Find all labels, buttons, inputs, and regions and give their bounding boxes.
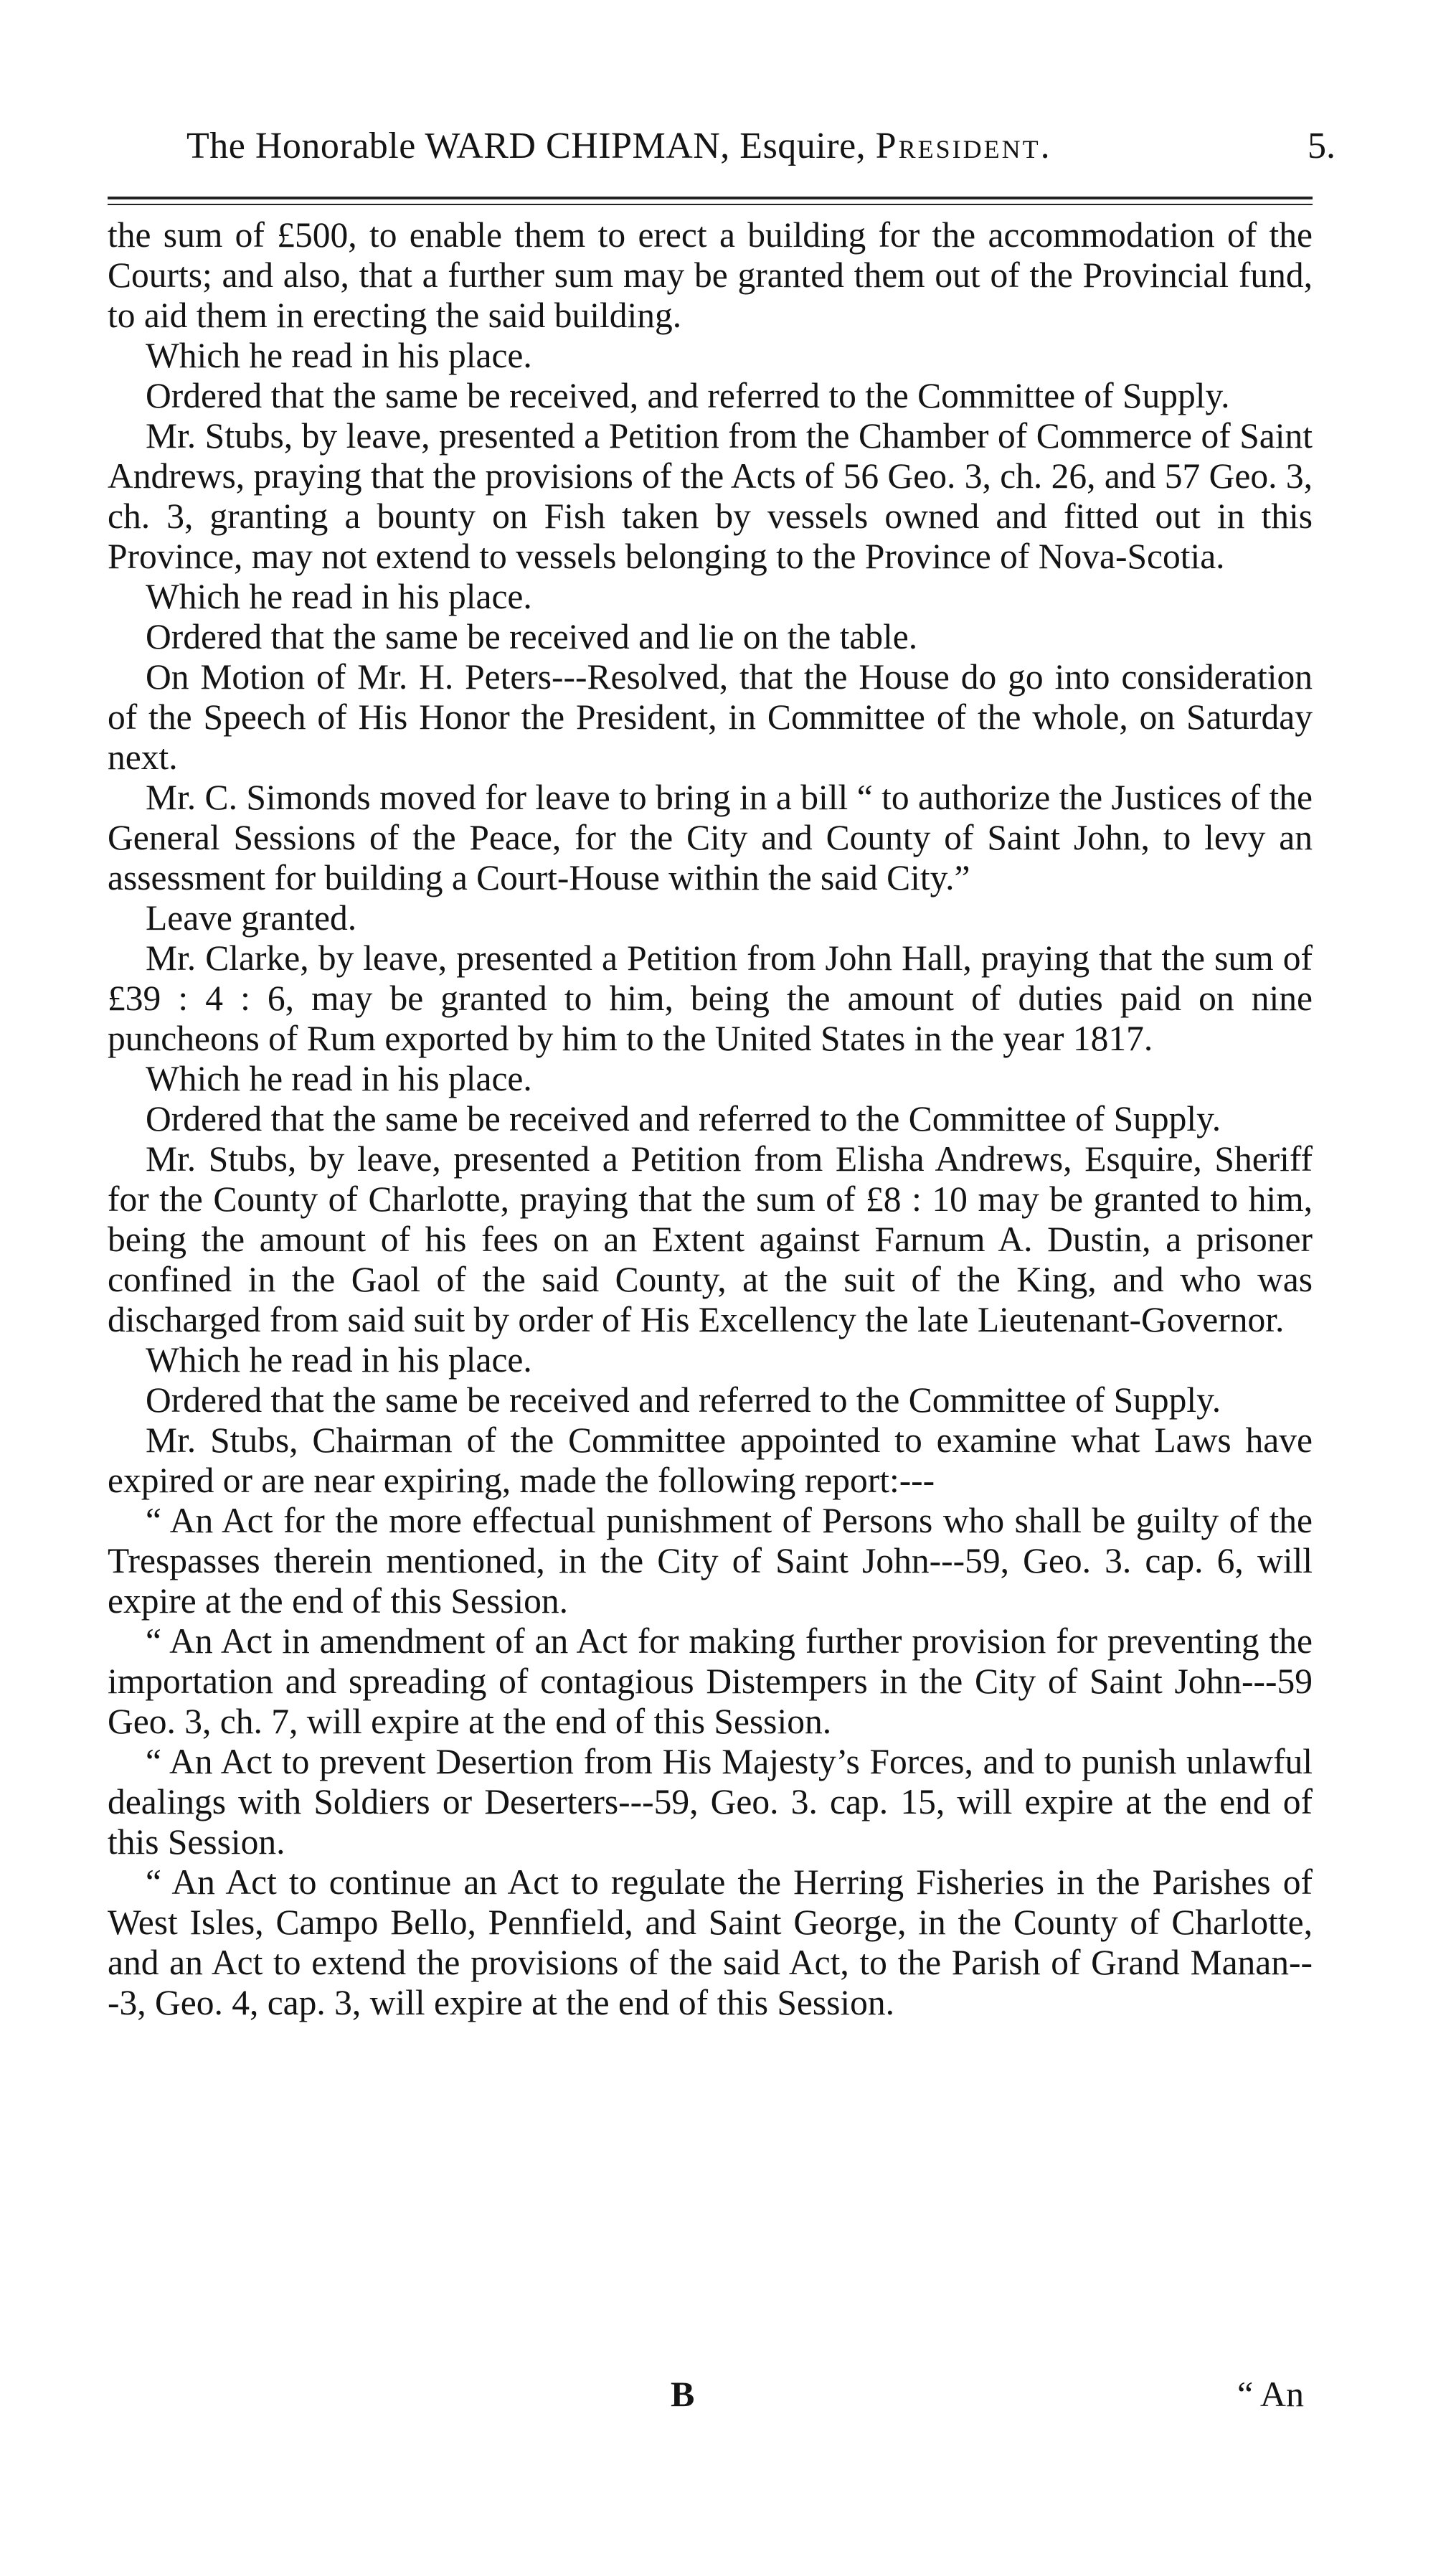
- paragraph: Which he read in his place.: [146, 336, 532, 375]
- quoted-act: “ An Act to continue an Act to regulate the Herring Fisheries in the Parishes of West Isles, Campo Bello, Pennfield, and Saint George, in the County of Charlotte, and an Act to extend the provisions of the said Act, to the Parish of Grand Manan---3, Geo. 4, cap. 3, will expire at the end of this Session.: [108, 1862, 1313, 2022]
- paragraph: Mr. Stubs, Chairman of the Committee appointed to examine what Laws have expired or are near expiring, made the following report:---: [108, 1420, 1313, 1500]
- paragraph: Mr. Stubs, by leave, presented a Petition from Elisha Andrews, Esquire, Sheriff for the County of Charlotte, praying that the sum of £8 : 10 may be granted to him, being the amount of his fees on an Extent against Farnum A. Dustin, a prisoner confined in the Gaol of the said County, at the suit of the King, and who was discharged from said suit by order of His Excellency the late Lieutenant-Governor.: [108, 1139, 1313, 1339]
- running-header: [108, 122, 1348, 179]
- page-footer: [108, 2373, 1313, 2423]
- paragraph: Leave granted.: [146, 898, 357, 938]
- paragraph: Which he read in his place.: [146, 1340, 532, 1380]
- header-rule-thin: [108, 204, 1313, 205]
- paragraph: On Motion of Mr. H. Peters---Resolved, that the House do go into consideration of the Speech of His Honor the President, in Committee of the whole, on Saturday next.: [108, 657, 1313, 777]
- page-number: 5.: [1308, 126, 1336, 166]
- catchword: “ An: [1237, 2374, 1304, 2414]
- header-rule-thick: [108, 197, 1313, 199]
- running-title: [186, 125, 1052, 167]
- journal-text: [108, 215, 1313, 2023]
- signature-mark: B: [671, 2374, 695, 2414]
- running-title-office: President.: [875, 126, 1052, 166]
- paragraph: Which he read in his place.: [146, 577, 532, 616]
- paragraph-continued: the sum of £500, to enable them to erect a building for the accommodation of the Courts; and also, that a further sum may be granted them out of the Provincial fund, to aid them in erecting the said building.: [108, 215, 1313, 335]
- paragraph: Mr. C. Simonds moved for leave to bring in a bill “ to authorize the Justices of the General Sessions of the Peace, for the City and County of Saint John, to levy an assessment for building a Court-House within the said City.”: [108, 778, 1313, 897]
- paragraph: Ordered that the same be received, and referred to the Committee of Supply.: [146, 376, 1230, 415]
- running-title-lead: The Honorable WARD CHIPMAN, Esquire,: [186, 126, 876, 166]
- quoted-act: “ An Act for the more effectual punishment of Persons who shall be guilty of the Trespasses therein mentioned, in the City of Saint John---59, Geo. 3. cap. 6, will expire at the end of this Session.: [108, 1501, 1313, 1621]
- paragraph: Mr. Stubs, by leave, presented a Petition from the Chamber of Commerce of Saint Andrews, praying that the provisions of the Acts of 56 Geo. 3, ch. 26, and 57 Geo. 3, ch. 3, granting a bounty on Fish taken by vessels owned and fitted out in this Province, may not extend to vessels belonging to the Province of Nova-Scotia.: [108, 416, 1313, 576]
- quoted-act: “ An Act to prevent Desertion from His Majesty’s Forces, and to punish unlawful dealings with Soldiers or Deserters---59, Geo. 3. cap. 15, will expire at the end of this Session.: [108, 1742, 1313, 1862]
- paragraph: Ordered that the same be received and referred to the Committee of Supply.: [146, 1380, 1221, 1420]
- paragraph: Mr. Clarke, by leave, presented a Petition from John Hall, praying that the sum of £39 : 4 : 6, may be granted to him, being the amount of duties paid on nine puncheons of Rum exported by him to the United States in the year 1817.: [108, 938, 1313, 1058]
- paragraph: Which he read in his place.: [146, 1059, 532, 1098]
- quoted-act: “ An Act in amendment of an Act for making further provision for preventing the importation and spreading of contagious Distempers in the City of Saint John---59 Geo. 3, ch. 7, will expire at the end of this Session.: [108, 1621, 1313, 1741]
- paragraph: Ordered that the same be received and referred to the Committee of Supply.: [146, 1099, 1221, 1139]
- paragraph: Ordered that the same be received and lie on the table.: [146, 617, 918, 656]
